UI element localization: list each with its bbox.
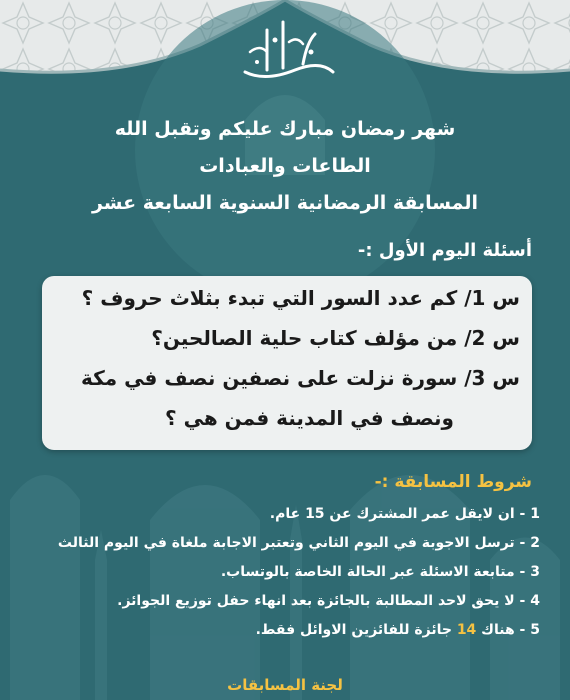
condition-5 (256, 622, 540, 638)
question-3-continued: ونصف في المدينة فمن هي ؟ (165, 406, 454, 430)
condition-2: 2 - ترسل الاجوبة في اليوم الثاني وتعتبر الاجابة ملغاة في اليوم الثالث (57, 535, 540, 551)
basmala-logo (215, 12, 355, 92)
questions-box (42, 276, 532, 450)
condition-5-end: جائزة للفائزين الاوائل فقط. (255, 622, 452, 638)
header-line-2: الطاعات والعبادات (199, 155, 371, 177)
condition-4: 4 - لا يحق لاحد المطالبة بالجائزة بعد انهاء حفل توزيع الجوائز. (117, 593, 540, 609)
question-3: س 3/ سورة نزلت على نصفين نصف في مكة (80, 366, 520, 390)
header-line-1: شهر رمضان مبارك عليكم وتقبل الله (114, 118, 456, 140)
conditions-title: شروط المسابقة :- (374, 472, 532, 492)
condition-1: 1 - ان لايقل عمر المشترك عن 15 عام. (269, 506, 540, 522)
header-line-3: المسابقة الرمضانية السنوية السابعة عشر (91, 192, 479, 214)
question-1: س 1/ كم عدد السور التي تبدء بثلاث حروف ؟ (81, 286, 520, 310)
question-2: س 2/ من مؤلف كتاب حلية الصالحين؟ (151, 326, 520, 350)
day-title: أسئلة اليوم الأول :- (357, 240, 532, 261)
committee-signature: لجنة المسابقات (227, 676, 343, 694)
prize-count: 14 (456, 622, 477, 638)
condition-5-start: 5 - هناك (481, 622, 540, 638)
condition-3: 3 - متابعة الاسئلة عبر الحالة الخاصة بالوتساب. (220, 564, 540, 580)
